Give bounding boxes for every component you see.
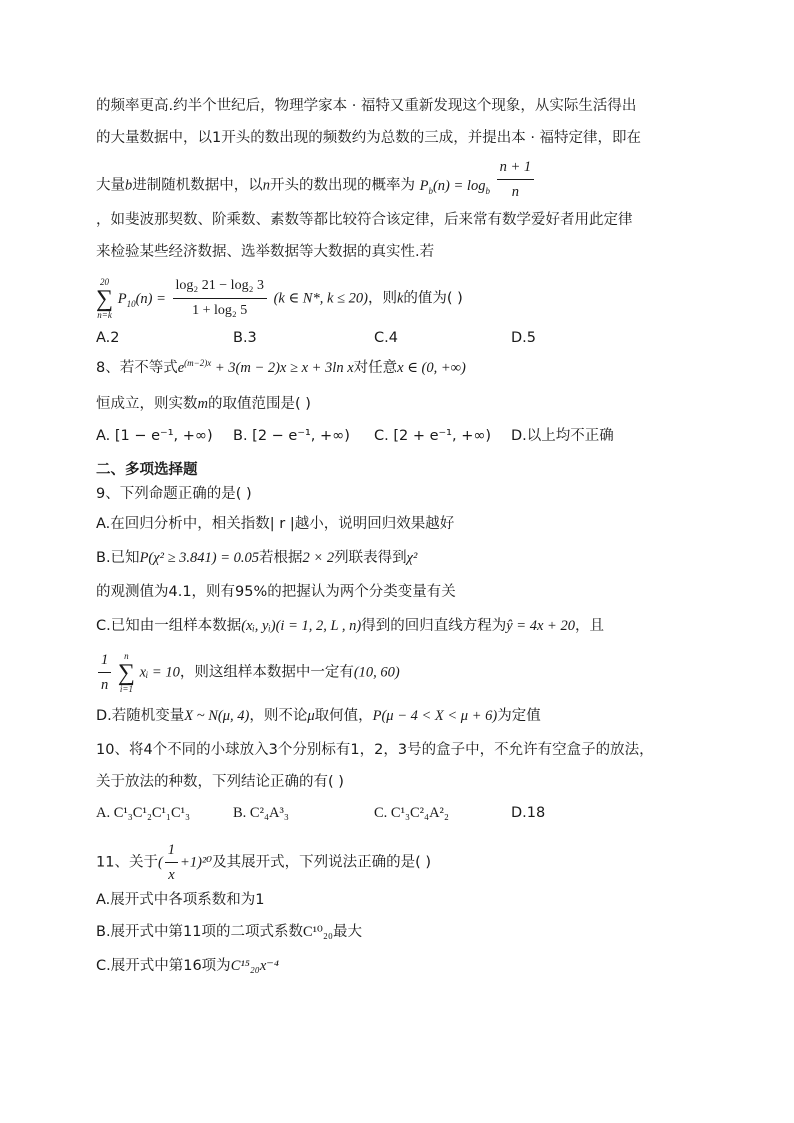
q10-options — [96, 803, 696, 823]
q10-option-d[interactable]: D.18 — [511, 805, 546, 821]
q7-option-c[interactable]: C.4 — [374, 330, 398, 346]
q10-stem-line-2: 关于放法的种数，下列结论正确的有( ) — [96, 774, 344, 790]
q8-stem: 8、若不等式$e^{(m-2)x} + 3(m - 2)x \ge x + 3\ln$ x对任意x ∈ (0, +∞) — [96, 358, 466, 376]
q11-option-b[interactable]: B.展开式中第11项的二项式系数C¹⁰₂₀最大 — [96, 924, 362, 940]
paragraph-line-2: 的大量数据中，以1开头的数出现的频数约为总数的三成，并提出本 · 福特定律，即在 — [96, 130, 642, 146]
q7-option-b[interactable]: B.3 — [233, 330, 257, 346]
q8-option-b[interactable]: B. [2 − e⁻¹, +∞) — [233, 428, 350, 444]
q10-option-c[interactable]: C. C¹₃C²₄A²₂ — [374, 805, 449, 821]
q9-stem: 9、下列命题正确的是( ) — [96, 486, 252, 502]
paragraph-line-4: ，如斐波那契数、阶乘数、素数等都比较符合该定律，后来常有数学爱好者用此定律 — [96, 212, 633, 228]
q7-option-d[interactable]: D.5 — [511, 330, 536, 346]
q9-option-c[interactable]: C.已知由一组样本数据(xᵢ, yᵢ)(i = 1, 2, L , n)得到的回归直线方程为ŷ = 4x + 20，且 — [96, 618, 604, 634]
paragraph-line-5: 来检验某些经济数据、选举数据等大数据的真实性.若 — [96, 244, 435, 260]
sigma-symbol-2: n ∑ i=1 — [117, 650, 135, 694]
log-fraction: $\frac{\text{log₂ 21 − log₂ 3}}{\text{1 + log₂ 5}}$ — [173, 276, 267, 321]
benford-formula: $P_b(n) = \log_b$ — [419, 177, 490, 196]
q9-option-b-line-2: 的观测值为4.1，则有95%的把握认为两个分类变量有关 — [96, 584, 456, 600]
q7-options — [96, 328, 696, 348]
sigma-symbol: 20 ∑ n=k — [96, 276, 114, 320]
q10-stem: 10、将4个不同的小球放入3个分别标有1，2，3号的盒子中，不允许有空盒子的放法， — [96, 742, 654, 758]
paragraph-line-1: 的频率更高.约半个世纪后，物理学家本 · 福特又重新发现这个现象，从实际生活得出 — [96, 98, 637, 114]
q10-option-a[interactable]: A. C¹₃C¹₂C¹₁C¹₃ — [96, 805, 191, 821]
q9-option-d[interactable]: D.若随机变量X ~ N(μ, 4)，则不论μ取何值，P(μ − 4 < X < μ + 6)为定值 — [96, 708, 541, 724]
q11-option-a[interactable]: A.展开式中各项系数和为1 — [96, 892, 265, 908]
q8-stem-line-2: 恒成立，则实数m的取值范围是( ) — [96, 396, 311, 412]
q9-option-a[interactable]: A.在回归分析中，相关指数| r |越小，说明回归效果越好 — [96, 516, 455, 532]
benford-fraction: $\frac{n + 1}{n}$ — [497, 157, 535, 202]
summation-condition: 20 ∑ n=k $P_{10}(n)$ = $\frac{\text{log₂ 21 − log₂ 3}}{\text{1 + log₂ 5}}$ (k ∈ N*, k ≤ 20)，则k的值为( ) — [96, 276, 463, 320]
q11-stem: 11、关于( $\frac{1}{x}$ +1)²⁰及其展开式，下列说法正确的是( ) — [96, 842, 431, 883]
q9-option-c-line-2: $\frac{1}{n}$ n ∑ i=1 xᵢ = 10，则这组样本数据中一定有(10, 60) — [96, 650, 400, 690]
q7-option-a[interactable]: A.2 — [96, 330, 120, 346]
q8-option-c[interactable]: C. [2 + e⁻¹, +∞) — [374, 428, 492, 444]
paragraph-line-3: 大量b进制随机数据中，以n开头的数出现的概率为 $P_b(n) = \log_b$ $\frac{n + 1}{n}$ — [96, 163, 536, 208]
q10-option-b[interactable]: B. C²₄A³₃ — [233, 805, 289, 821]
q8-option-a[interactable]: A. [1 − e⁻¹, +∞) — [96, 428, 213, 444]
q11-option-c[interactable]: C.展开式中第16项为C¹⁵₂₀x⁻⁴ — [96, 958, 279, 974]
q8-option-d[interactable]: D.以上均不正确 — [511, 428, 614, 444]
section-title-multiple-choice: 二、多项选择题 — [96, 462, 198, 478]
q8-options — [96, 426, 696, 446]
q9-option-b[interactable]: B.已知P(χ² ≥ 3.841) = 0.05若根据2 × 2列联表得到χ² — [96, 550, 418, 566]
